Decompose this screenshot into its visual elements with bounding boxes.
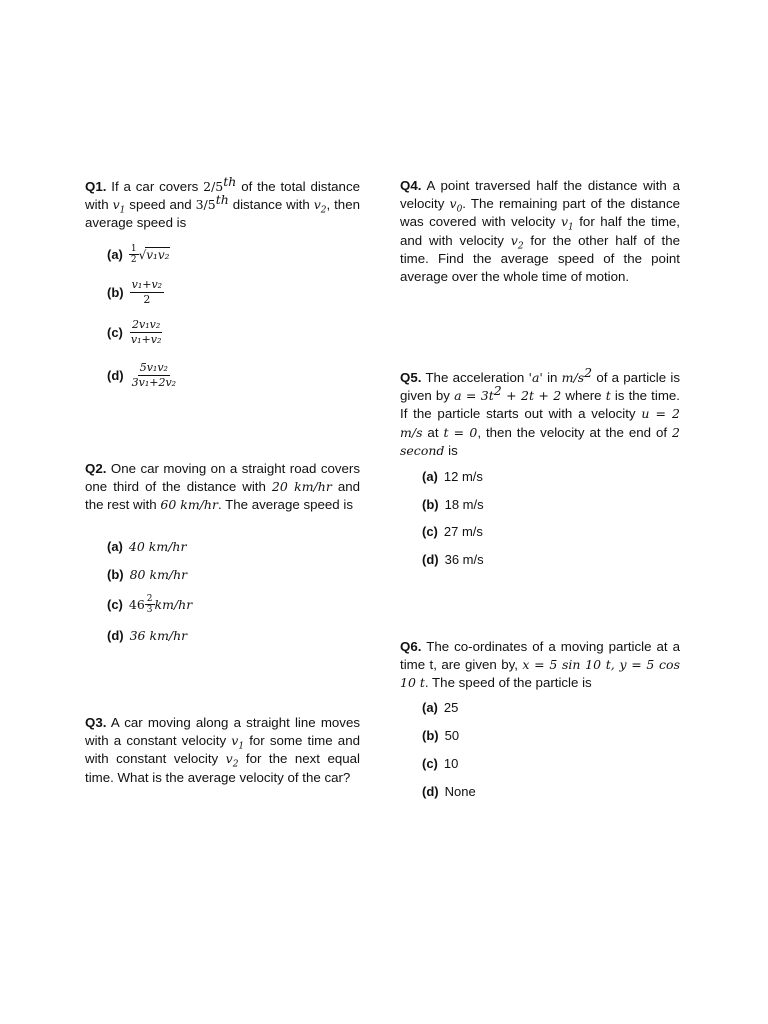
math-expression: 3/5th bbox=[195, 192, 229, 213]
question-text: The co-ordinates of a moving particle at a time t, are given by, bbox=[400, 639, 680, 673]
option-value: 80 km/hr bbox=[129, 567, 188, 582]
option-label: (c) bbox=[422, 756, 438, 771]
question-text: for the other half of the time. Find the average speed of the point average over the whole time of motion. bbox=[400, 232, 680, 285]
option-label: (b) bbox=[107, 285, 124, 300]
option-value: 12 m/s bbox=[443, 469, 483, 484]
question-2 bbox=[85, 460, 360, 515]
option-a[interactable] bbox=[107, 539, 186, 554]
question-text: . The remaining part of the distance was covered with velocity bbox=[400, 196, 680, 230]
question-text: A point traversed half the distance with a velocity bbox=[400, 178, 681, 212]
question-6 bbox=[400, 638, 680, 693]
math-variable: $v_2$ bbox=[313, 197, 327, 216]
option-b[interactable] bbox=[422, 497, 484, 512]
option-label: (c) bbox=[107, 597, 123, 612]
option-value: 46 bbox=[128, 597, 145, 612]
option-value: None bbox=[444, 784, 476, 799]
question-text: The acceleration bbox=[425, 370, 525, 385]
option-label: (d) bbox=[107, 368, 124, 383]
question-text: speed and bbox=[129, 197, 192, 213]
math-expression: 60 km/hr bbox=[160, 497, 218, 513]
option-label: (a) bbox=[107, 247, 123, 262]
math-expression: $m/s^2$ bbox=[561, 364, 593, 385]
question-text: is the time. If the particle starts out with a velocity bbox=[400, 388, 680, 422]
math-variable: $v_2$ bbox=[510, 232, 524, 252]
question-number: Q2. bbox=[85, 461, 107, 476]
math-expression: 20 km/hr bbox=[271, 479, 332, 495]
option-value: 40 km/hr bbox=[128, 539, 187, 554]
math-expression: 'a' bbox=[528, 370, 543, 385]
option-label: (a) bbox=[422, 700, 438, 715]
math-expression: 2/5th bbox=[203, 173, 237, 194]
option-label: (a) bbox=[107, 539, 123, 554]
option-d[interactable] bbox=[107, 361, 178, 390]
question-text: . The average speed is bbox=[217, 497, 353, 513]
option-value: 36 m/s bbox=[444, 552, 484, 567]
question-text: . The speed of the particle is bbox=[424, 675, 592, 691]
option-c[interactable] bbox=[422, 524, 483, 539]
question-number: Q4. bbox=[400, 178, 422, 193]
question-text: for half the time, and with velocity bbox=[400, 214, 680, 248]
question-number: Q1. bbox=[85, 179, 107, 194]
option-d[interactable] bbox=[422, 784, 476, 799]
question-text: for some time and with constant velocity bbox=[85, 733, 360, 767]
math-variable: $v_2$ bbox=[225, 751, 239, 770]
fraction: $\frac{\text{2v₁v₂}}{\text{v₁+v₂}}$ bbox=[130, 318, 162, 346]
option-c[interactable] bbox=[107, 594, 192, 615]
option-label: (a) bbox=[422, 469, 438, 484]
question-text: where bbox=[565, 388, 602, 404]
question-number: Q3. bbox=[85, 715, 107, 730]
question-text: If a car covers bbox=[111, 179, 199, 194]
option-value: 25 bbox=[443, 700, 459, 715]
question-text: of the total distance with bbox=[85, 179, 360, 213]
question-text: in bbox=[547, 370, 558, 385]
option-b[interactable] bbox=[107, 278, 164, 307]
option-b[interactable] bbox=[107, 567, 187, 582]
option-value: 50 bbox=[444, 728, 460, 743]
question-text: is bbox=[448, 442, 458, 458]
question-5 bbox=[400, 364, 680, 460]
math-expression: 2 second bbox=[400, 424, 680, 458]
option-label: (b) bbox=[422, 497, 439, 512]
math-expression: u = 2 m/s bbox=[400, 406, 680, 440]
option-unit: km/hr bbox=[154, 597, 193, 612]
question-1 bbox=[85, 173, 360, 233]
fraction: $\frac{1}{2}$ bbox=[130, 244, 137, 265]
option-value: 10 bbox=[443, 756, 459, 771]
math-variable: $v_1$ bbox=[112, 197, 126, 216]
option-label: (d) bbox=[422, 784, 439, 799]
question-text: for the next equal time. What is the average velocity of the car? bbox=[85, 751, 360, 785]
fraction: $\frac{\text{5v₁v₂}}{\text{3v₁+2v₂}}$ bbox=[131, 361, 177, 389]
option-a[interactable] bbox=[107, 244, 170, 265]
math-expression: x = 5 sin 10 t, y = 5 cos 10 t bbox=[400, 657, 680, 691]
option-label: (d) bbox=[107, 628, 124, 643]
option-a[interactable] bbox=[422, 700, 458, 715]
question-4 bbox=[400, 177, 680, 286]
option-label: (c) bbox=[422, 524, 438, 539]
question-text: One car moving on a straight road covers one third of the distance with bbox=[85, 461, 360, 495]
question-text: , then the velocity at the end of bbox=[477, 424, 668, 440]
option-b[interactable] bbox=[422, 728, 459, 743]
option-label: (c) bbox=[107, 325, 123, 340]
question-number: Q5. bbox=[400, 370, 422, 385]
question-text: and the rest with bbox=[85, 479, 361, 513]
question-text: distance with bbox=[232, 197, 310, 213]
square-root: √ v₁v₂ bbox=[138, 247, 170, 262]
option-d[interactable] bbox=[422, 552, 484, 567]
option-value: 36 km/hr bbox=[129, 628, 188, 643]
question-text: , then average speed is bbox=[85, 197, 360, 231]
math-variable: $v_0$ bbox=[449, 196, 463, 215]
math-variable: $v_1$ bbox=[231, 733, 245, 752]
question-3 bbox=[85, 714, 360, 787]
question-text: A car moving along a straight line moves with a constant velocity bbox=[85, 715, 360, 749]
fraction: $\frac{\text{v₁+v₂}}{2}$ bbox=[131, 278, 163, 306]
option-label: (b) bbox=[422, 728, 439, 743]
fraction: $\frac{2}{3}$ bbox=[146, 594, 153, 615]
math-variable: $v_1$ bbox=[560, 214, 574, 233]
question-text: at bbox=[427, 424, 439, 440]
math-expression: t = 0 bbox=[443, 424, 478, 440]
option-d[interactable] bbox=[107, 628, 187, 643]
math-variable: t bbox=[605, 388, 611, 404]
option-label: (b) bbox=[107, 567, 124, 582]
option-c[interactable] bbox=[422, 756, 458, 771]
option-c[interactable] bbox=[107, 318, 163, 347]
math-expression: $a = 3t^2 + 2t + 2$ bbox=[454, 383, 562, 404]
question-number: Q6. bbox=[400, 639, 422, 654]
question-text: of a particle is given by bbox=[400, 370, 680, 404]
option-value: 18 m/s bbox=[444, 497, 484, 512]
option-label: (d) bbox=[422, 552, 439, 567]
option-value: 27 m/s bbox=[443, 524, 483, 539]
option-a[interactable] bbox=[422, 469, 483, 484]
